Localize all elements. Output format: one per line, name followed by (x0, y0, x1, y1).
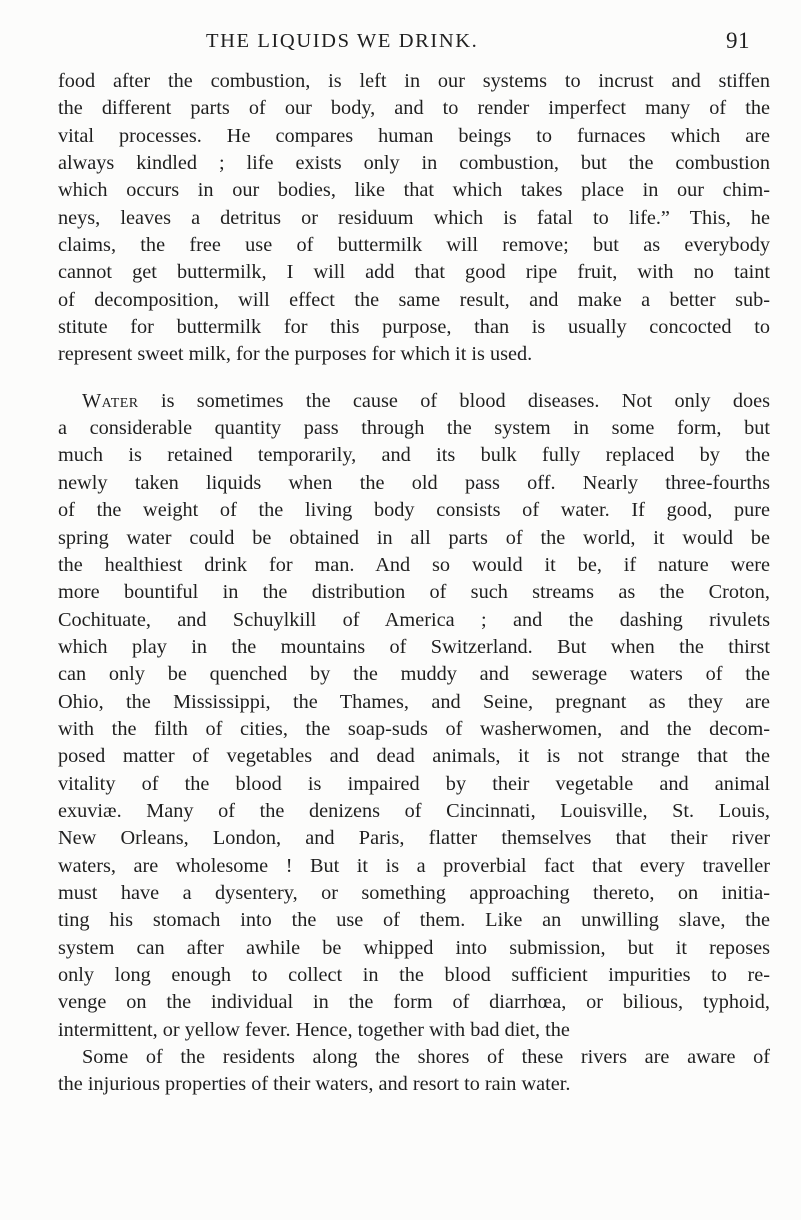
text-line: vital processes. He compares human beings to furnaces which are (58, 124, 770, 147)
text-line: venge on the individual in the form of diarrhœa, or bilious, typhoid, (58, 991, 770, 1014)
text-line: posed matter of vegetables and dead animals, it is not strange that the (58, 745, 770, 768)
text-line: food after the combustion, is left in our systems to incrust and stiffen (58, 70, 770, 92)
text-line: Ohio, the Mississippi, the Thames, and Seine, pregnant as they are (58, 690, 770, 713)
text-line: Cochituate, and Schuylkill of America ; and the dashing rivulets (58, 608, 770, 631)
text-line: much is retained temporarily, and its bulk fully replaced by the (58, 444, 770, 467)
lead-word: Water (82, 389, 139, 412)
text-line: which occurs in our bodies, like that which takes place in our chim- (58, 179, 770, 202)
text-line: of decomposition, will effect the same result, and make a better sub- (58, 288, 770, 311)
text-line: the different parts of our body, and to render imperfect many of the (58, 97, 770, 120)
text-line: cannot get buttermilk, I will add that good ripe fruit, with no taint (58, 261, 770, 284)
body-text (58, 68, 770, 1099)
page-number: 91 (726, 28, 750, 53)
text-line: only long enough to collect in the blood sufficient impurities to re- (58, 964, 770, 986)
text-line: the injurious properties of their waters, and resort to rain water. (58, 1073, 571, 1096)
paragraph-rain-water (58, 1044, 770, 1099)
running-head: THE LIQUIDS WE DRINK. (206, 30, 479, 52)
lead-line-rest: is sometimes the cause of blood diseases. Not only does (138, 389, 770, 412)
paragraph-buttermilk (58, 68, 770, 369)
text-line: a considerable quantity pass through the system in some form, but (58, 417, 770, 440)
text-line: neys, leaves a detritus or residuum which is fatal to life.” This, he (58, 206, 770, 229)
text-line: the healthiest drink for man. And so would it be, if nature were (58, 553, 770, 576)
text-line: newly taken liquids when the old pass off. Nearly three-fourths (58, 471, 770, 494)
text-line: must have a dysentery, or something approaching thereto, on initia- (58, 881, 770, 904)
text-line: of the weight of the living body consists of water. If good, pure (58, 499, 770, 522)
text-line: New Orleans, London, and Paris, flatter themselves that their river (58, 827, 770, 850)
text-line: represent sweet milk, for the purposes for which it is used. (58, 343, 533, 366)
text-line: ting his stomach into the use of them. Like an unwilling slave, the (58, 909, 770, 932)
paragraph-water (58, 388, 770, 1044)
text-line: system can after awhile be whipped into submission, but it reposes (58, 936, 770, 959)
text-line: claims, the free use of buttermilk will remove; but as everybody (58, 234, 770, 257)
text-line: spring water could be obtained in all parts of the world, it would be (58, 526, 770, 549)
text-line: stitute for buttermilk for this purpose, than is usually concocted to (58, 316, 770, 339)
text-line: waters, are wholesome ! But it is a proverbial fact that every traveller (58, 854, 770, 877)
text-line: intermittent, or yellow fever. Hence, together with bad diet, the (58, 1018, 570, 1041)
text-line: exuviæ. Many of the denizens of Cincinnati, Louisville, St. Louis, (58, 799, 770, 822)
text-line-lead (58, 388, 770, 415)
text-line: Some of the residents along the shores of these rivers are aware of (82, 1046, 770, 1069)
text-line: with the filth of cities, the soap-suds of washerwomen, and the decom- (58, 717, 770, 740)
text-line: vitality of the blood is impaired by their vegetable and animal (58, 772, 770, 795)
text-line: which play in the mountains of Switzerland. But when the thirst (58, 635, 770, 658)
text-line: always kindled ; life exists only in combustion, but the combustion (58, 152, 770, 175)
text-line: can only be quenched by the muddy and sewerage waters of the (58, 663, 770, 686)
text-line: more bountiful in the distribution of such streams as the Croton, (58, 581, 770, 604)
paragraph-gap (58, 369, 770, 388)
